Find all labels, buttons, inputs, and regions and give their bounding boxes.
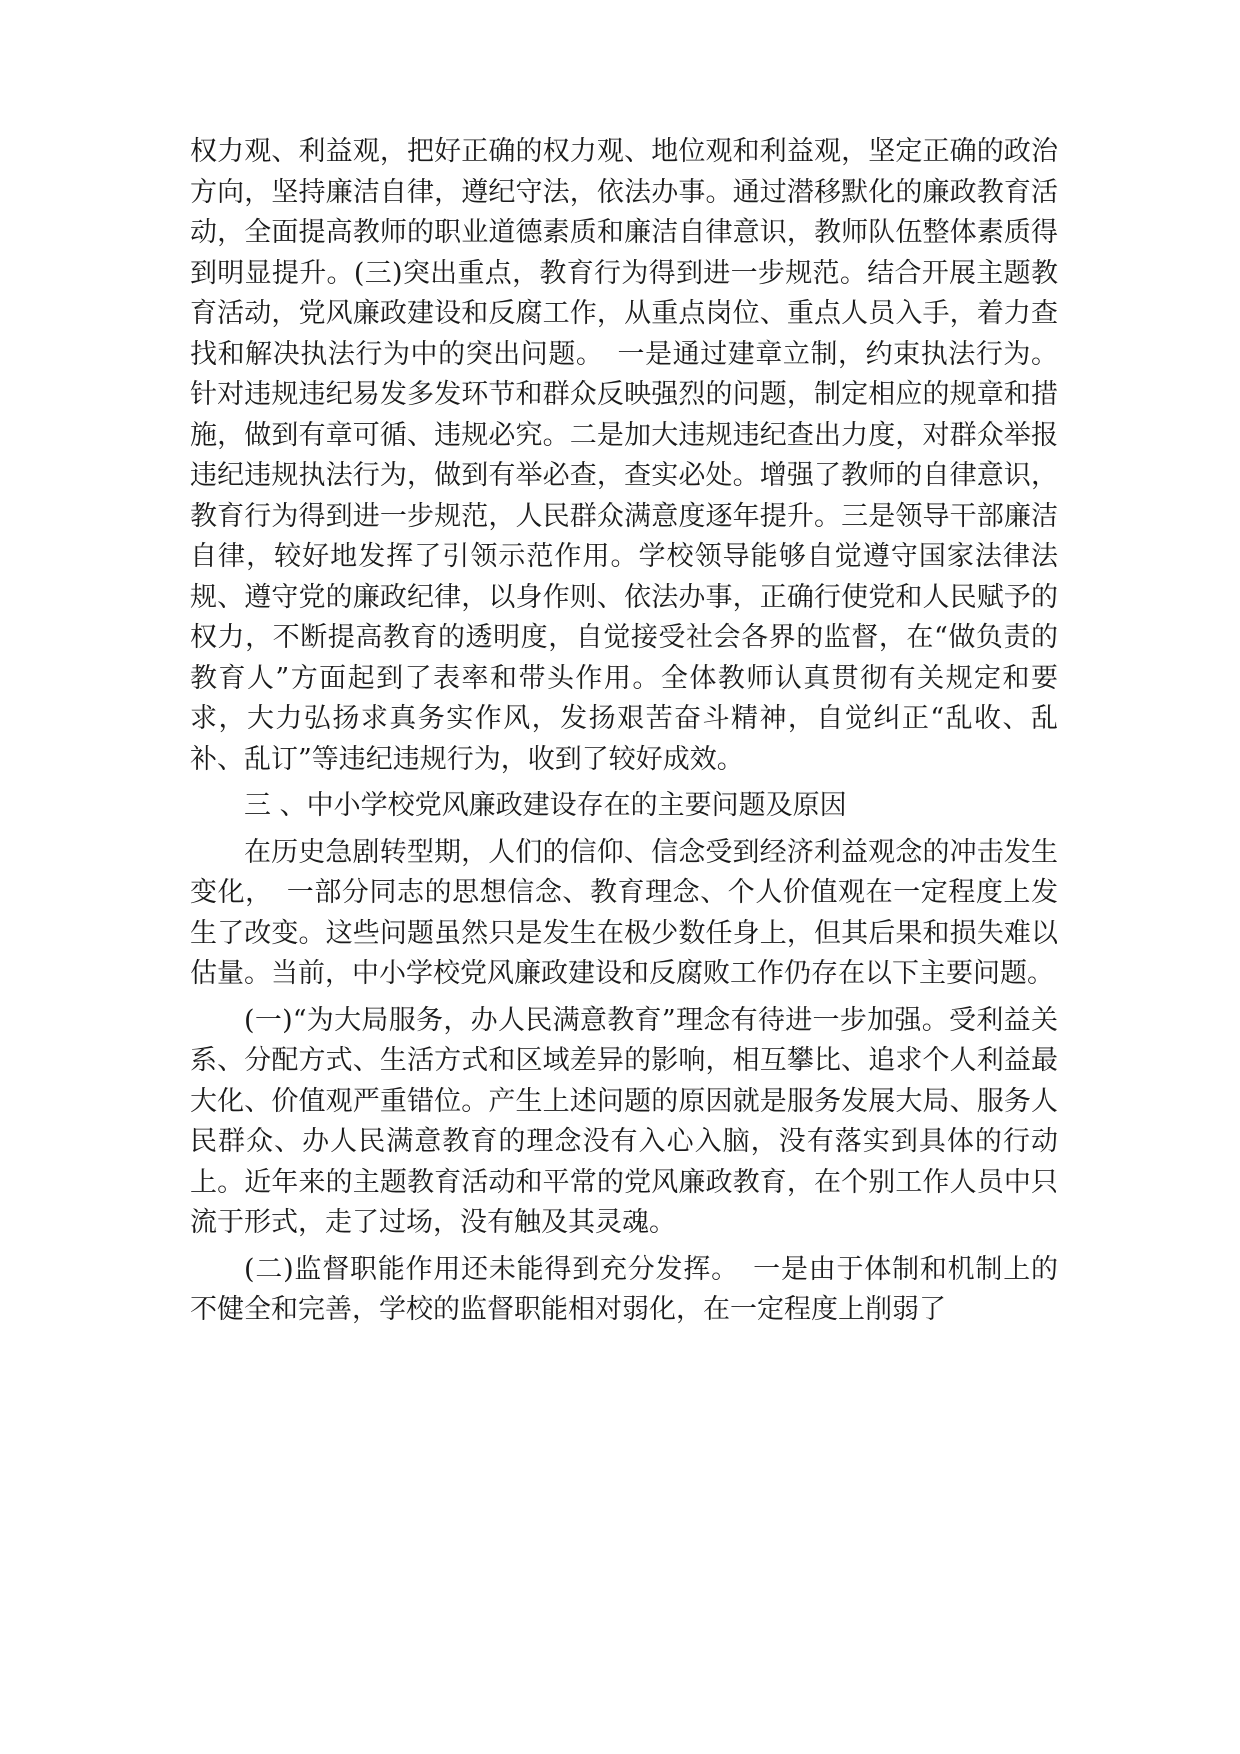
paragraph-transition-period: 在历史急剧转型期，人们的信仰、信念受到经济利益观念的冲击发生变化， 一部分同志的思想信念、教育理念、个人价值观在一定程度上发生了改变。这些问题虽然只是发生在极少数任身上，但其后果和损失难以估量。当前，中小学校党风廉政建设和反腐败工作仍存在以下主要问题。: [190, 836, 1058, 989]
paragraph-issue-two: (二)监督职能作用还未能得到充分发挥。 一是由于体制和机制上的不健全和完善，学校的监督职能相对弱化，在一定程度上削弱了: [190, 1253, 1058, 1325]
document-page: [190, 132, 1058, 1331]
paragraph-continuation: 权力观、利益观，把好正确的权力观、地位观和利益观，坚定正确的政治方向，坚持廉洁自律，遵纪守法，依法办事。通过潜移默化的廉政教育活动，全面提高教师的职业道德素质和廉洁自律意识，教师队伍整体素质得到明显提升。(三)突出重点，教育行为得到进一步规范。结合开展主题教育活动，党风廉政建设和反腐工作，从重点岗位、重点人员入手，着力查找和解决执法行为中的突出问题。 一是通过建章立制，约束执法行为。针对违规违纪易发多发环节和群众反映强烈的问题，制定相应的规章和措施，做到有章可循、违规必究。二是加大违规违纪查出力度，对群众举报违纪违规执法行为，做到有举必查，查实必处。增强了教师的自律意识，教育行为得到进一步规范，人民群众满意度逐年提升。三是领导干部廉洁自律，较好地发挥了引领示范作用。学校领导能够自觉遵守国家法律法规、遵守党的廉政纪律，以身作则、依法办事，正确行使党和人民赋予的权力，不断提高教育的透明度，自觉接受社会各界的监督，在“做负责的教育人”方面起到了表率和带头作用。全体教师认真贯彻有关规定和要求，大力弘扬求真务实作风，发扬艰苦奋斗精神，自觉纠正“乱收、乱补、乱订”等违纪违规行为，收到了较好成效。: [190, 136, 1058, 775]
paragraph-issue-one: (一)“为大局服务，办人民满意教育”理念有待进一步加强。受利益关系、分配方式、生活方式和区域差异的影响，相互攀比、追求个人利益最大化、价值观严重错位。产生上述问题的原因就是服务发展大局、服务人民群众、办人民满意教育的理念没有入心入脑，没有落实到具体的行动上。近年来的主题教育活动和平常的党风廉政教育，在个别工作人员中只流于形式，走了过场，没有触及其灵魂。: [190, 1004, 1058, 1238]
section-heading-three: 三 、中小学校党风廉政建设存在的主要问题及原因: [244, 790, 847, 821]
